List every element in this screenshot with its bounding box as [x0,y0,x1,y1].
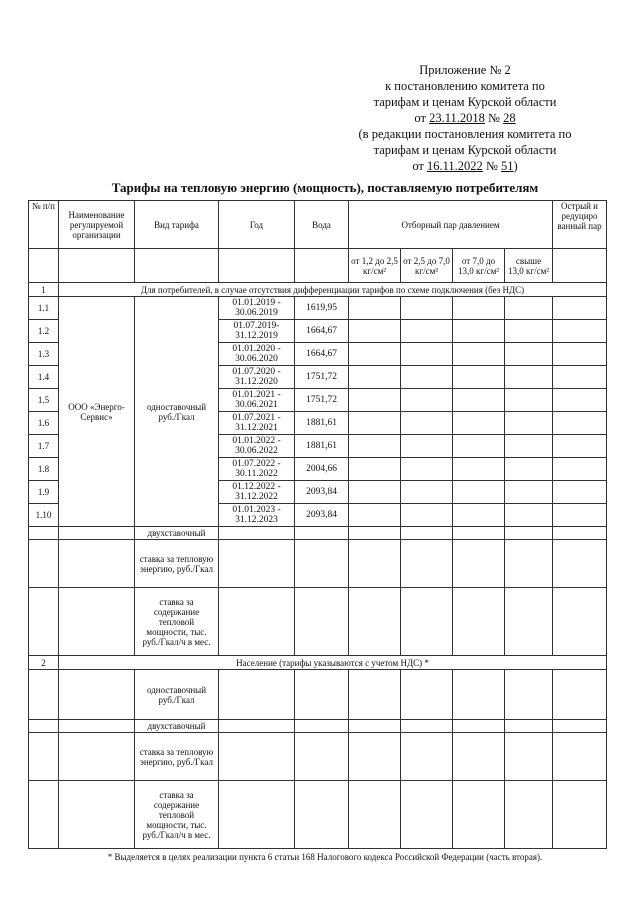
table-cell [349,320,401,343]
table-cell [349,366,401,389]
table-cell [401,320,453,343]
table-cell [505,670,553,720]
rate-energy-label: ставка за тепловую энергию, руб./Гкал [135,733,219,781]
table-cell [349,670,401,720]
col-header-steam-1: от 1,2 до 2,5 кг/см² [349,249,401,283]
table-cell [553,412,607,435]
period-cell: 01.07.2019- 31.12.2019 [219,320,295,343]
header-line: к постановлению комитета по [385,79,545,93]
table-cell [453,412,505,435]
water-tariff-value: 1881,61 [295,412,349,435]
table-cell [349,297,401,320]
table-cell [295,670,349,720]
table-cell [349,343,401,366]
table-cell [349,481,401,504]
table-cell [453,297,505,320]
table-cell [135,249,219,283]
table-cell [401,781,453,849]
table-cell [401,481,453,504]
table-cell [349,435,401,458]
row-number: 1.1 [29,297,59,320]
row-number: 1.3 [29,343,59,366]
table-cell [295,540,349,588]
table-cell [505,504,553,527]
table-cell [505,389,553,412]
table-cell [219,720,295,733]
header-text: ) [513,159,518,173]
table-cell [553,297,607,320]
table-cell [453,435,505,458]
header-line [330,158,600,174]
table-cell [453,389,505,412]
table-cell [553,540,607,588]
water-tariff-value: 1751,72 [295,389,349,412]
table-cell [295,249,349,283]
table-cell [553,588,607,656]
table-cell [453,458,505,481]
table-cell [401,343,453,366]
table-cell [553,320,607,343]
water-tariff-value: 1619,95 [295,297,349,320]
table-cell [505,297,553,320]
table-cell [553,435,607,458]
revision-date: 16.11.2022 [427,159,483,173]
table-cell [295,781,349,849]
row-number: 1.10 [29,504,59,527]
col-header-sharp-steam: Острый и редуциро ванный пар [553,201,607,249]
table-cell [401,733,453,781]
table-cell [29,540,59,588]
table-cell [219,540,295,588]
footnote: * Выделяется в целях реализации пункта 6 статьи 168 Налогового кодекса Российской Федерации (часть вторая). [107,852,543,862]
table-cell [349,733,401,781]
table-cell [295,527,349,540]
table-cell [553,366,607,389]
rate-energy-label: ставка за тепловую энергию, руб./Гкал [135,540,219,588]
table-cell [59,781,135,849]
table-cell [553,670,607,720]
period-cell: 01.01.2023 - 31.12.2023 [219,504,295,527]
table-cell [553,458,607,481]
section-number: 1 [29,283,59,297]
table-cell [505,481,553,504]
table-cell [505,366,553,389]
row-number: 1.6 [29,412,59,435]
table-cell [219,733,295,781]
period-cell: 01.07.2021 - 31.12.2021 [219,412,295,435]
table-cell [553,504,607,527]
table-cell [59,720,135,733]
table-cell [453,366,505,389]
document-header [330,62,600,174]
table-cell [29,588,59,656]
table-cell [29,720,59,733]
table-cell [401,412,453,435]
water-tariff-value: 1751,72 [295,366,349,389]
table-cell [505,540,553,588]
table-cell [59,588,135,656]
table-cell [295,733,349,781]
header-line: тарифам и ценам Курской области [373,95,557,109]
rate-capacity-label: ставка за содержание тепловой мощности, тыс. руб./Гкал/ч в мес. [135,588,219,656]
water-tariff-value: 2004,66 [295,458,349,481]
table-cell [453,343,505,366]
row-number: 1.5 [29,389,59,412]
col-header-org: Наименование регулируемой организации [59,201,135,249]
table-cell [505,781,553,849]
table-cell [59,540,135,588]
header-line: тарифам и ценам Курской области [373,143,557,157]
table-cell [553,249,607,283]
tariff-type-one-part: одноставочный руб./Гкал [135,670,219,720]
table-cell [453,720,505,733]
table-cell [401,366,453,389]
row-number: 1.9 [29,481,59,504]
period-cell: 01.01.2019 - 30.06.2019 [219,297,295,320]
rate-capacity-label: ставка за содержание тепловой мощности, тыс. руб./Гкал/ч в мес. [135,781,219,849]
table-cell [349,527,401,540]
table-cell [401,670,453,720]
table-cell [401,540,453,588]
table-cell [505,320,553,343]
col-header-steam-2: от 2,5 до 7,0 кг/см² [401,249,453,283]
table-cell [453,540,505,588]
tariff-type-two-part: двухставочный [135,720,219,733]
row-number: 1.4 [29,366,59,389]
header-line: (в редакции постановления комитета по [358,127,572,141]
water-tariff-value: 2093,84 [295,504,349,527]
table-cell [505,435,553,458]
header-text: от [414,111,430,125]
table-cell [349,504,401,527]
tariff-table [28,200,607,849]
table-cell [401,588,453,656]
table-cell [349,389,401,412]
table-cell [453,481,505,504]
period-cell: 01.12.2022 - 31.12.2022 [219,481,295,504]
table-cell [29,249,59,283]
table-cell [453,588,505,656]
water-tariff-value: 1881,61 [295,435,349,458]
decree-number: 28 [503,111,516,125]
header-line [330,110,600,126]
table-cell [59,249,135,283]
table-cell [505,720,553,733]
col-header-steam: Отборный пар давлением [349,201,553,249]
table-cell [505,588,553,656]
table-cell [401,435,453,458]
table-cell [59,733,135,781]
table-cell [453,504,505,527]
table-cell [453,781,505,849]
table-cell [453,527,505,540]
table-cell [29,781,59,849]
table-cell [349,588,401,656]
section-label: Для потребителей, в случае отсутствия дифференциации тарифов по схеме подключения (без НДС) [59,283,607,297]
tariff-type-one-part: одноставочный руб./Гкал [135,297,219,527]
table-cell [553,343,607,366]
table-cell [59,670,135,720]
document-title: Тарифы на тепловую энергию (мощность), поставляемую потребителям [111,180,539,195]
table-cell [59,527,135,540]
table-cell [553,720,607,733]
table-cell [349,412,401,435]
table-cell [349,458,401,481]
table-cell [553,527,607,540]
table-cell [219,670,295,720]
col-header-steam-4: свыше 13,0 кг/см² [505,249,553,283]
header-text: № [482,159,501,173]
table-cell [401,389,453,412]
appendix-title: Приложение № 2 [419,63,511,77]
table-cell [219,781,295,849]
table-cell [401,527,453,540]
row-number: 1.2 [29,320,59,343]
water-tariff-value: 1664,67 [295,343,349,366]
col-header-num: № п/п [29,201,59,249]
col-header-year: Год [219,201,295,249]
table-cell [219,588,295,656]
period-cell: 01.01.2022 - 30.06.2022 [219,435,295,458]
table-cell [295,720,349,733]
table-cell [553,481,607,504]
table-cell [349,720,401,733]
table-cell [29,670,59,720]
table-cell [401,458,453,481]
table-cell [553,733,607,781]
row-number: 1.8 [29,458,59,481]
water-tariff-value: 2093,84 [295,481,349,504]
tariff-type-two-part: двухставочный [135,527,219,540]
row-number: 1.7 [29,435,59,458]
period-cell: 01.01.2020 - 30.06.2020 [219,343,295,366]
table-cell [505,412,553,435]
table-cell [349,781,401,849]
table-cell [401,297,453,320]
header-text: № [484,111,504,125]
table-cell [453,670,505,720]
table-cell [349,540,401,588]
section-label: Население (тарифы указываются с учетом НДС) * [59,656,607,670]
period-cell: 01.07.2020 - 31.12.2020 [219,366,295,389]
revision-number: 51 [501,159,514,173]
water-tariff-value: 1664,67 [295,320,349,343]
table-cell [401,504,453,527]
table-cell [505,458,553,481]
table-cell [505,343,553,366]
table-cell [219,527,295,540]
table-cell [505,527,553,540]
col-header-steam-3: от 7,0 до 13,0 кг/см² [453,249,505,283]
table-cell [553,389,607,412]
table-cell [401,720,453,733]
table-cell [29,733,59,781]
organization-name: ООО «Энерго-Сервис» [59,297,135,527]
table-cell [553,781,607,849]
table-cell [29,527,59,540]
period-cell: 01.07.2022 - 30.11.2022 [219,458,295,481]
table-cell [505,733,553,781]
header-text: от [412,159,428,173]
table-cell [295,588,349,656]
section-number: 2 [29,656,59,670]
col-header-tariff-type: Вид тарифа [135,201,219,249]
period-cell: 01.01.2021 - 30.06.2021 [219,389,295,412]
decree-date: 23.11.2018 [429,111,485,125]
col-header-water: Вода [295,201,349,249]
table-cell [219,249,295,283]
table-cell [453,320,505,343]
table-cell [453,733,505,781]
